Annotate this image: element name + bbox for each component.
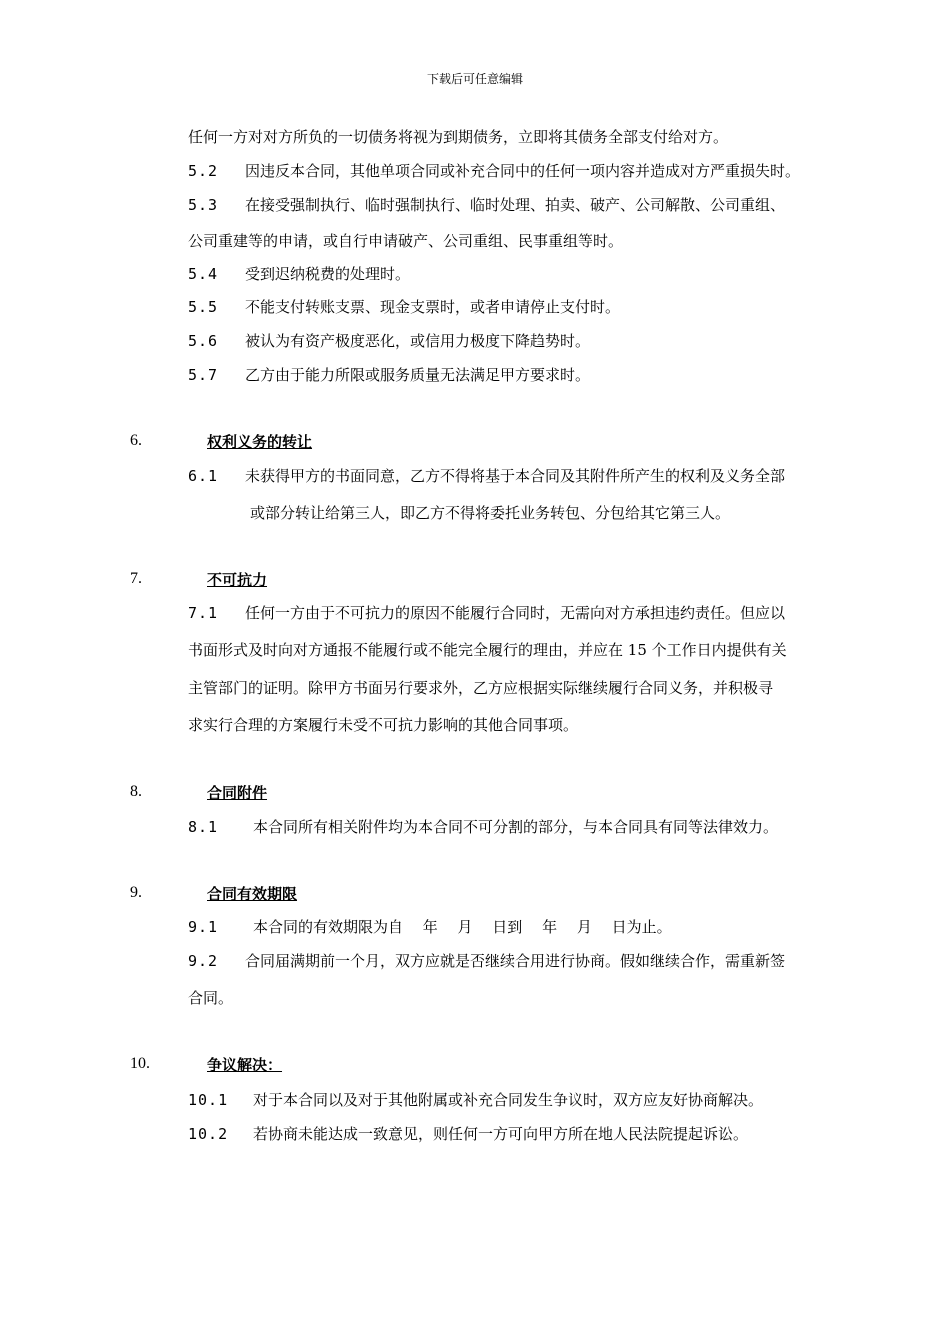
- clause-text: 不能支付转账支票、现金支票时，或者申请停止支付时。: [245, 298, 621, 316]
- clause-text-continued: 公司重建等的申请，或自行申请破产、公司重组、民事重组等时。: [188, 232, 624, 250]
- clause-number: 10.2: [188, 1125, 229, 1143]
- clause-number: 5.6: [188, 332, 219, 350]
- clause-text-continued: 求实行合理的方案履行未受不可抗力影响的其他合同事项。: [188, 716, 579, 734]
- clause-text-continued: 或部分转让给第三人，即乙方不得将委托业务转包、分包给其它第三人。: [250, 504, 731, 522]
- clause-text-continued: 主管部门的证明。除甲方书面另行要求外，乙方应根据实际继续履行合同义务，并积极寻: [188, 679, 774, 697]
- clause-text: 合同届满期前一个月，双方应就是否继续合用进行协商。假如继续合作，需重新签: [245, 952, 786, 970]
- section-title: 合同有效期限: [207, 885, 298, 903]
- section-title: 合同附件: [207, 784, 268, 802]
- section-title: 不可抗力: [207, 571, 268, 589]
- clause-number: 5.4: [188, 265, 219, 283]
- continuation-text: 任何一方对对方所负的一切债务将视为到期债务，立即将其债务全部支付给对方。: [188, 128, 729, 146]
- clause-text: 因违反本合同，其他单项合同或补充合同中的任何一项内容并造成对方严重损失时。: [245, 162, 801, 180]
- clause-number: 8.1: [188, 818, 219, 836]
- section-number: 9.: [130, 884, 142, 901]
- clause-text: 本合同的有效期限为自 年 月 日到 年 月 日为止。: [253, 918, 672, 936]
- clause-number: 5.7: [188, 366, 219, 384]
- section-title: 权利义务的转让: [207, 433, 313, 451]
- clause-text: 本合同所有相关附件均为本合同不可分割的部分，与本合同具有同等法律效力。: [253, 818, 779, 836]
- section-number: 10.: [130, 1055, 150, 1072]
- clause-text: 对于本合同以及对于其他附属或补充合同发生争议时，双方应友好协商解决。: [253, 1091, 764, 1109]
- clause-number: 5.2: [188, 162, 219, 180]
- clause-number: 6.1: [188, 467, 219, 485]
- clause-text: 未获得甲方的书面同意，乙方不得将基于本合同及其附件所产生的权利及义务全部: [245, 467, 786, 485]
- clause-number: 9.2: [188, 952, 219, 970]
- clause-text-continued: 书面形式及时向对方通报不能履行或不能完全履行的理由，并应在 15 个工作日内提供有关: [188, 641, 787, 659]
- section-number: 7.: [130, 570, 142, 587]
- section-number: 8.: [130, 783, 142, 800]
- clause-text: 在接受强制执行、临时强制执行、临时处理、拍卖、破产、公司解散、公司重组、: [245, 196, 786, 214]
- clause-text: 乙方由于能力所限或服务质量无法满足甲方要求时。: [245, 366, 591, 384]
- clause-text: 受到迟纳税费的处理时。: [245, 265, 411, 283]
- clause-number: 5.5: [188, 298, 219, 316]
- section-number: 6.: [130, 432, 142, 449]
- section-title: 争议解决：: [207, 1056, 283, 1074]
- clause-number: 10.1: [188, 1091, 229, 1109]
- clause-text: 被认为有资产极度恶化，或信用力极度下降趋势时。: [245, 332, 591, 350]
- clause-number: 5.3: [188, 196, 219, 214]
- clause-number: 7.1: [188, 604, 219, 622]
- clause-text-continued: 合同。: [188, 989, 234, 1007]
- clause-number: 9.1: [188, 918, 219, 936]
- clause-text: 任何一方由于不可抗力的原因不能履行合同时，无需向对方承担违约责任。但应以: [245, 604, 786, 622]
- clause-text: 若协商未能达成一致意见，则任何一方可向甲方所在地人民法院提起诉讼。: [253, 1125, 749, 1143]
- page-header: 下载后可任意编辑: [426, 72, 523, 86]
